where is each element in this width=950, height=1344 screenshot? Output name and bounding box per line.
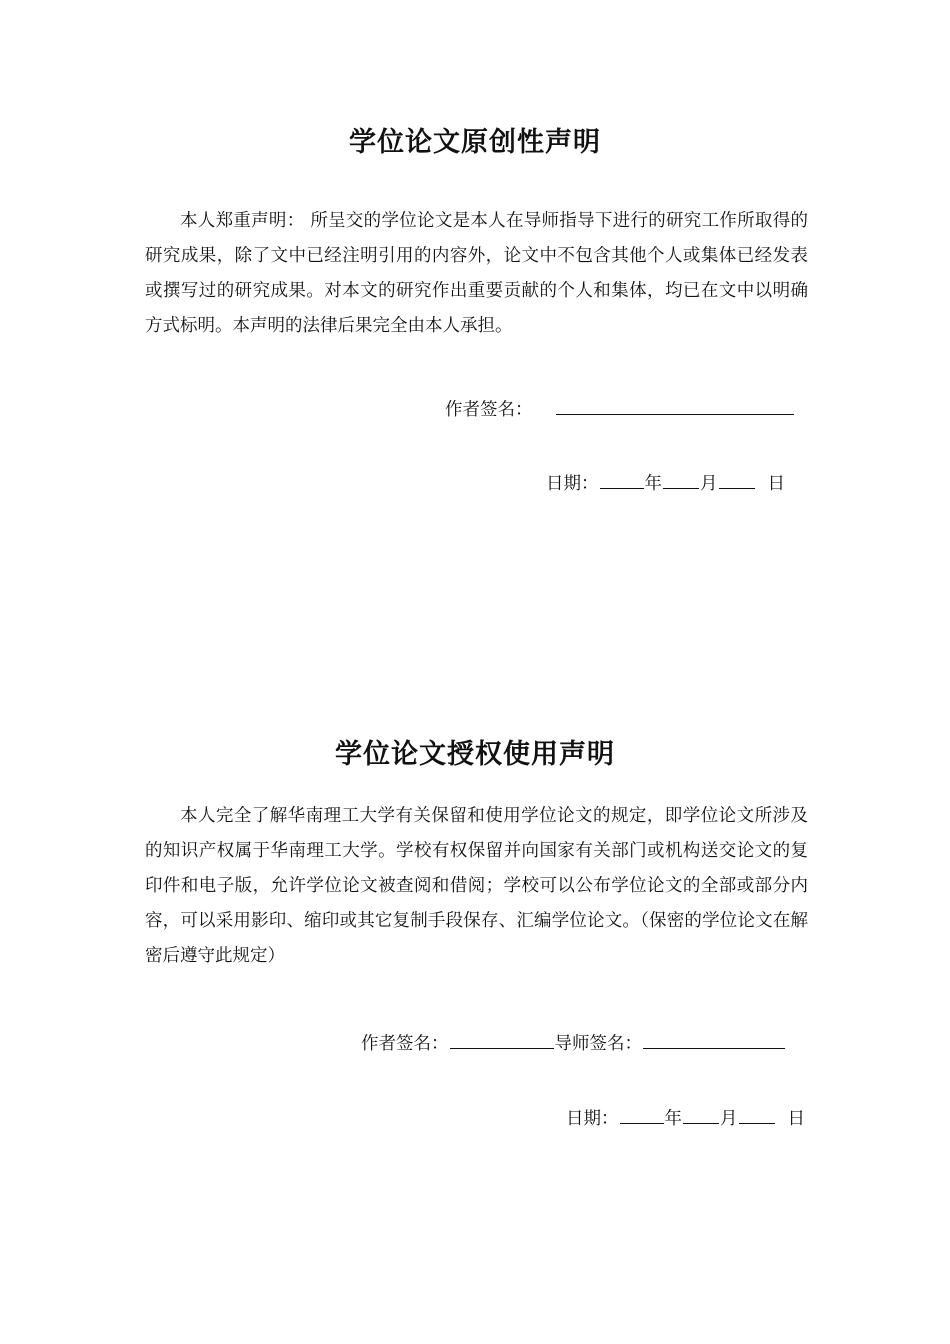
day-label: 日 [767,474,785,494]
month-blank [663,470,699,489]
year-label: 年 [664,1109,682,1129]
year-blank [620,1105,664,1124]
month-label: 月 [720,1109,738,1129]
originality-date-row [546,470,785,496]
day-blank [719,470,755,489]
date-label: 日期： [546,474,599,494]
advisor-signature-label: 导师签名： [554,1034,642,1054]
year-label: 年 [644,474,662,494]
originality-body: 本人郑重声明： 所呈交的学位论文是本人在导师指导下进行的研究工作所取得的研究成果，除了文中已经注明引用的内容外，论文中不包含其他个人或集体已经发表或撰写过的研究成果。对本文的研究作出重要贡献的个人和集体，均已在文中以明确方式标明。本声明的法律后果完全由本人承担。 [145,211,808,336]
authorization-date-row [566,1105,805,1131]
month-label: 月 [700,474,718,494]
originality-title: 学位论文原创性声明 [349,127,601,158]
authorization-body: 本人完全了解华南理工大学有关保留和使用学位论文的规定，即学位论文所涉及的知识产权属于华南理工大学。学校有权保留并向国家有关部门或机构送交论文的复印件和电子版，允许学位论文被查阅和借阅；学校可以公布学位论文的全部或部分内容，可以采用影印、缩印或其它复制手段保存、汇编学位论文。（保密的学位论文在解密后遵守此规定） [145,806,808,966]
author-signature-blank [450,1030,554,1049]
year-blank [600,470,644,489]
date-label: 日期： [566,1109,619,1129]
day-blank [739,1105,775,1124]
advisor-signature-blank [643,1030,785,1049]
authorization-title: 学位论文授权使用声明 [335,739,615,770]
author-signature-blank [556,396,794,415]
month-blank [683,1105,719,1124]
originality-author-signature-row [445,396,795,422]
author-signature-label: 作者签名： [445,400,533,420]
author-signature-label: 作者签名： [361,1034,449,1054]
authorization-signature-row [361,1030,786,1056]
day-label: 日 [787,1109,805,1129]
